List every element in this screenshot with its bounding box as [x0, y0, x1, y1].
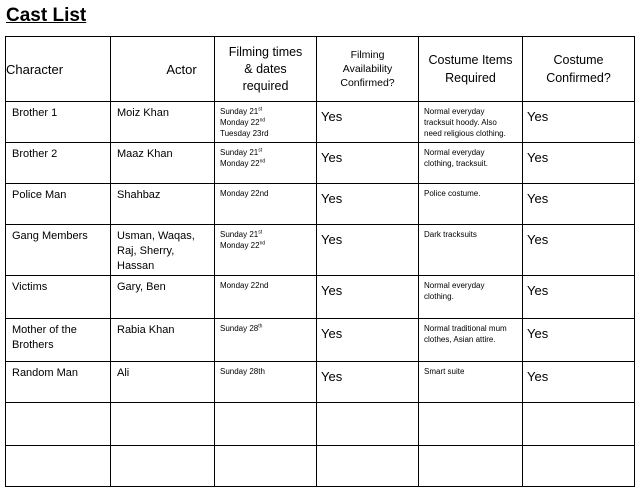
costume-items-text — [419, 362, 522, 377]
filming-date-text: Tuesday 23rd — [220, 129, 269, 138]
header-costume-confirmed — [523, 37, 635, 102]
filming-date-text: Sunday 28 — [220, 324, 259, 333]
empty-cell — [111, 446, 215, 487]
filming-dates-cell — [215, 102, 317, 143]
header-costume-confirmed-line: Confirmed? — [546, 71, 611, 85]
character-name — [6, 362, 110, 381]
character-name-line: Victims — [12, 281, 48, 293]
costume-items-text — [419, 184, 522, 199]
filming-dates — [215, 225, 316, 251]
costume-items-text-line: need religious clothing. — [424, 129, 506, 138]
costume-confirmed-value: Yes — [527, 109, 549, 124]
costume-confirmed-value: Yes — [527, 232, 549, 247]
character-name-line: Brothers — [12, 339, 54, 351]
availability-cell — [317, 362, 419, 403]
date-suffix: nd — [259, 117, 266, 124]
availability-value: Yes — [321, 191, 343, 206]
filming-dates — [215, 102, 316, 139]
costume-confirmed-cell — [523, 276, 635, 319]
filming-date-text: Monday 22nd — [220, 189, 269, 198]
filming-date-text: Monday 22 — [220, 241, 260, 250]
actor-name — [111, 143, 214, 162]
empty-table-row — [6, 446, 635, 487]
filming-date-text: Sunday 21 — [220, 148, 259, 157]
table-row — [6, 184, 635, 225]
costume-confirmed-cell — [523, 319, 635, 362]
filming-date-line — [220, 366, 312, 377]
character-name — [6, 276, 110, 295]
costume-confirmed-cell — [523, 362, 635, 403]
empty-cell — [111, 403, 215, 446]
availability-value: Yes — [321, 150, 343, 165]
availability-value: Yes — [321, 109, 343, 124]
actor-name — [111, 276, 214, 295]
header-costume-items-line: Costume Items — [428, 53, 513, 67]
costume-confirmed-cell — [523, 225, 635, 276]
costume-items-text-line: Normal traditional mum — [424, 324, 507, 333]
character-name — [6, 102, 110, 121]
filming-dates-cell — [215, 319, 317, 362]
costume-items-cell — [419, 102, 523, 143]
availability-value: Yes — [321, 283, 343, 298]
filming-dates-cell — [215, 184, 317, 225]
costume-items-text-line: Normal everyday — [424, 107, 485, 116]
costume-items-text-line: Normal everyday — [424, 281, 485, 290]
table-row — [6, 276, 635, 319]
filming-date-text: Monday 22 — [220, 118, 260, 127]
actor-name-line: Raj, Sherry, — [117, 245, 175, 257]
costume-confirmed-cell — [523, 184, 635, 225]
costume-items-cell — [419, 362, 523, 403]
character-name — [6, 319, 110, 353]
table-row — [6, 143, 635, 184]
table-row — [6, 225, 635, 276]
costume-items-text-line: clothing. — [424, 292, 454, 301]
character-cell — [6, 225, 111, 276]
actor-cell — [111, 184, 215, 225]
filming-dates — [215, 184, 316, 199]
availability-cell — [317, 319, 419, 362]
filming-date-text: Sunday 21 — [220, 107, 259, 116]
availability-cell — [317, 143, 419, 184]
actor-name-line: Ali — [117, 367, 130, 379]
empty-cell — [317, 446, 419, 487]
costume-items-text-line: Dark tracksuits — [424, 230, 477, 239]
filming-date-line — [220, 240, 312, 251]
date-suffix: th — [258, 323, 263, 330]
filming-date-line — [220, 128, 312, 139]
actor-name — [111, 362, 214, 381]
empty-cell — [419, 446, 523, 487]
actor-name-line: Gary, Ben — [117, 281, 166, 293]
filming-dates — [215, 143, 316, 169]
availability-cell — [317, 184, 419, 225]
date-suffix: nd — [259, 158, 266, 165]
filming-dates — [215, 319, 316, 334]
filming-date-text: Sunday 28th — [220, 367, 265, 376]
character-name-line: Mother of the — [12, 324, 77, 336]
table-row — [6, 102, 635, 143]
actor-name-line: Usman, Waqas, — [117, 230, 195, 242]
table-row — [6, 319, 635, 362]
character-cell — [6, 276, 111, 319]
character-name — [6, 225, 110, 244]
character-name-line: Brother 1 — [12, 107, 58, 119]
actor-name — [111, 319, 214, 338]
character-cell — [6, 102, 111, 143]
character-name — [6, 184, 110, 203]
costume-confirmed-value: Yes — [527, 283, 549, 298]
filming-date-line — [220, 229, 312, 240]
actor-name-line: Maaz Khan — [117, 148, 173, 160]
actor-name-line: Shahbaz — [117, 189, 161, 201]
costume-items-text-line: clothing, tracksuit. — [424, 159, 489, 168]
page-title: Cast List — [6, 5, 87, 26]
costume-confirmed-cell — [523, 143, 635, 184]
header-filming-times — [215, 37, 317, 102]
availability-cell — [317, 102, 419, 143]
date-suffix: st — [258, 147, 263, 154]
filming-date-line — [220, 117, 312, 128]
header-costume-items-line: Required — [445, 71, 496, 85]
character-name-line: Police Man — [12, 189, 67, 201]
costume-confirmed-value: Yes — [527, 191, 549, 206]
costume-items-text-line: tracksuit hoody. Also — [424, 118, 497, 127]
costume-items-cell — [419, 319, 523, 362]
header-costume-confirmed-line: Costume — [553, 53, 604, 67]
empty-cell — [523, 446, 635, 487]
availability-value: Yes — [321, 232, 343, 247]
filming-date-line — [220, 158, 312, 169]
costume-items-text — [419, 143, 522, 169]
actor-name-line: Rabia Khan — [117, 324, 175, 336]
filming-date-line — [220, 323, 312, 334]
costume-items-text — [419, 276, 522, 302]
filming-date-text: Monday 22 — [220, 159, 260, 168]
costume-confirmed-value: Yes — [527, 326, 549, 341]
header-filming-availability — [317, 37, 419, 102]
filming-dates-cell — [215, 276, 317, 319]
costume-items-text-line: Normal everyday — [424, 148, 485, 157]
date-suffix: nd — [259, 240, 266, 247]
character-cell — [6, 143, 111, 184]
character-name-line: Brother 2 — [12, 148, 58, 160]
date-suffix: st — [258, 106, 263, 113]
header-filming-times-line: required — [242, 78, 289, 93]
empty-cell — [6, 446, 111, 487]
actor-cell — [111, 276, 215, 319]
costume-items-cell — [419, 143, 523, 184]
header-filming-times-line: Filming times — [228, 44, 303, 59]
filming-dates — [215, 362, 316, 377]
header-availability-line: Confirmed? — [340, 77, 395, 89]
costume-confirmed-value: Yes — [527, 150, 549, 165]
filming-date-text: Sunday 21 — [220, 230, 259, 239]
actor-cell — [111, 362, 215, 403]
empty-cell — [523, 403, 635, 446]
filming-dates-cell — [215, 225, 317, 276]
header-actor — [111, 37, 215, 102]
costume-items-text-line: clothes, Asian attire. — [424, 335, 496, 344]
header-availability-line: Availability — [342, 63, 393, 75]
costume-items-cell — [419, 276, 523, 319]
header-row — [6, 37, 635, 102]
empty-table-row — [6, 403, 635, 446]
character-name-line: Random Man — [12, 367, 79, 379]
actor-name — [111, 102, 214, 121]
costume-items-text — [419, 225, 522, 240]
cast-list-table — [5, 36, 635, 487]
availability-cell — [317, 225, 419, 276]
filming-date-line — [220, 188, 312, 199]
actor-name-line: Moiz Khan — [117, 107, 169, 119]
actor-cell — [111, 225, 215, 276]
availability-value: Yes — [321, 326, 343, 341]
empty-cell — [6, 403, 111, 446]
actor-name — [111, 184, 214, 203]
header-filming-times-line: & dates — [244, 61, 287, 76]
character-name — [6, 143, 110, 162]
empty-cell — [215, 446, 317, 487]
filming-date-line — [220, 280, 312, 291]
costume-items-text-line: Police costume. — [424, 189, 481, 198]
empty-cell — [419, 403, 523, 446]
actor-name — [111, 225, 214, 274]
availability-value: Yes — [321, 369, 343, 384]
filming-date-line — [220, 106, 312, 117]
actor-cell — [111, 143, 215, 184]
availability-cell — [317, 276, 419, 319]
filming-date-text: Monday 22nd — [220, 281, 269, 290]
filming-dates — [215, 276, 316, 291]
date-suffix: st — [258, 229, 263, 236]
filming-dates-cell — [215, 362, 317, 403]
character-name-line: Gang Members — [12, 230, 88, 242]
empty-cell — [317, 403, 419, 446]
actor-name-line: Hassan — [117, 260, 155, 272]
costume-items-text — [419, 102, 522, 139]
character-cell — [6, 319, 111, 362]
header-costume-items — [419, 37, 523, 102]
costume-items-text-line: Smart suite — [424, 367, 465, 376]
costume-confirmed-value: Yes — [527, 369, 549, 384]
header-actor-label: Actor — [166, 61, 197, 77]
header-availability-line: Filming — [350, 49, 385, 61]
costume-confirmed-cell — [523, 102, 635, 143]
actor-cell — [111, 102, 215, 143]
character-cell — [6, 362, 111, 403]
empty-cell — [215, 403, 317, 446]
header-character: Character — [6, 37, 111, 102]
table-row — [6, 362, 635, 403]
costume-items-cell — [419, 184, 523, 225]
character-cell — [6, 184, 111, 225]
actor-cell — [111, 319, 215, 362]
filming-date-line — [220, 147, 312, 158]
costume-items-text — [419, 319, 522, 345]
filming-dates-cell — [215, 143, 317, 184]
costume-items-cell — [419, 225, 523, 276]
